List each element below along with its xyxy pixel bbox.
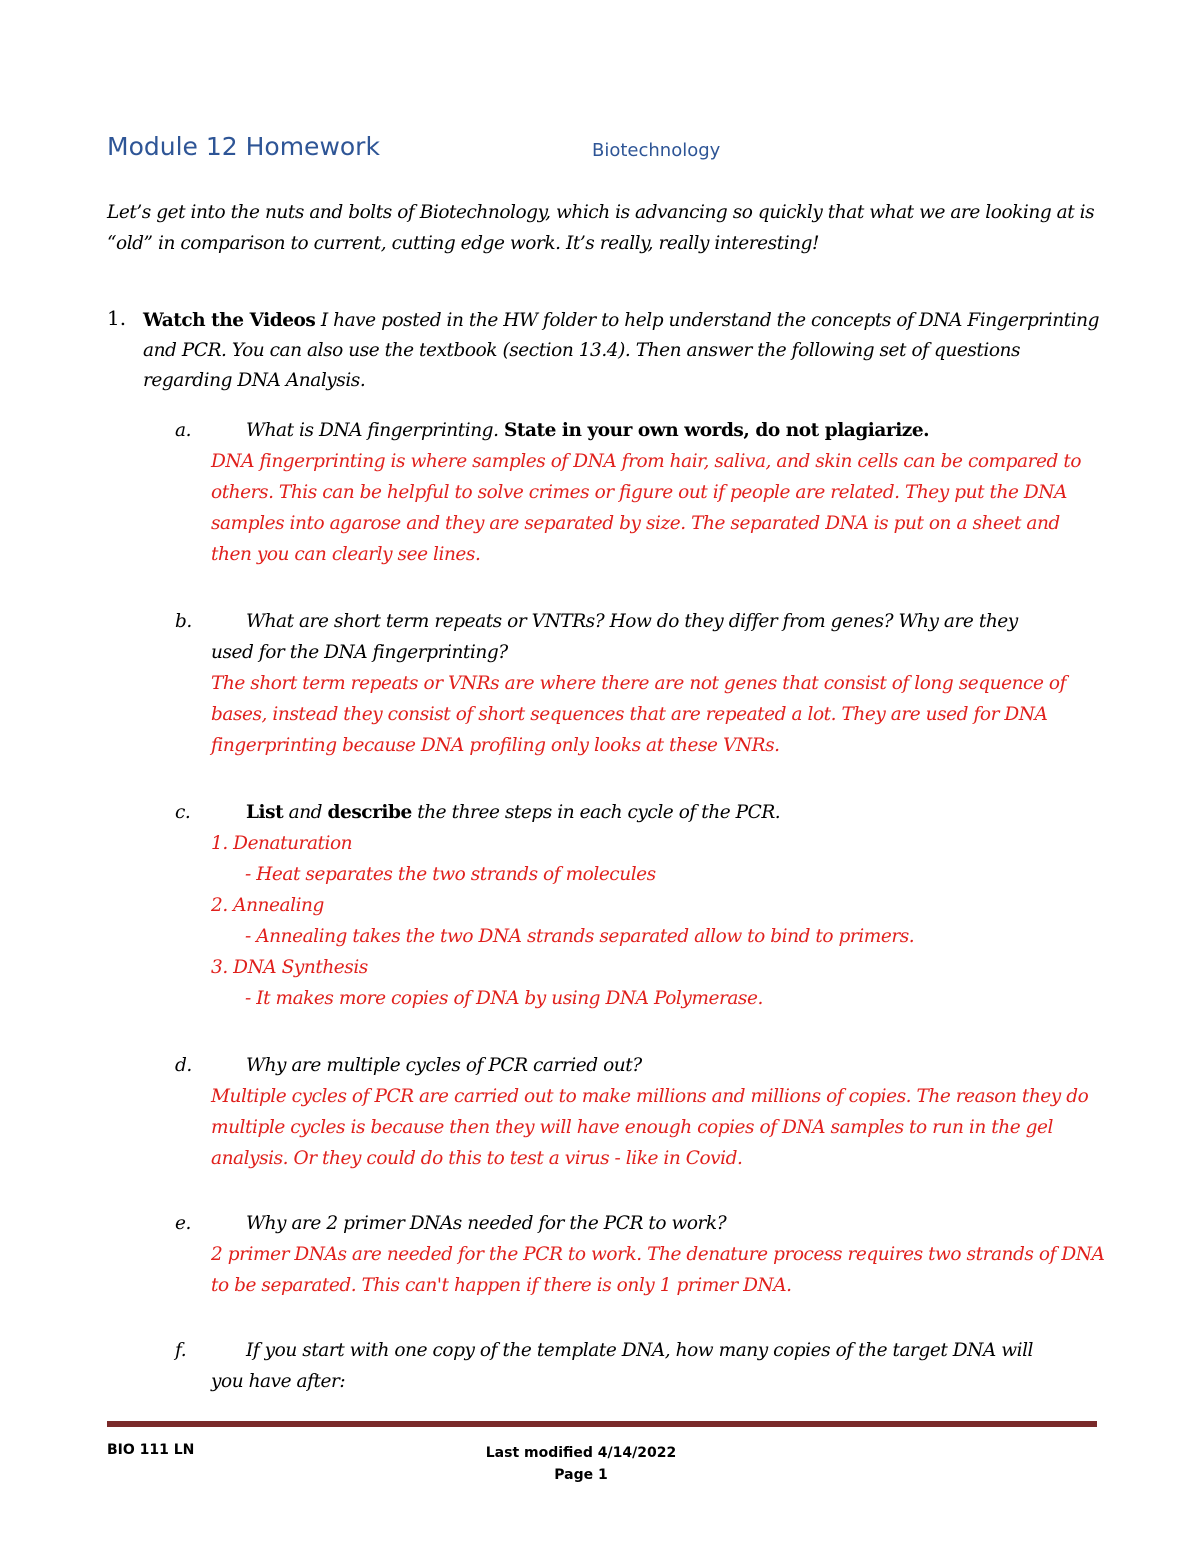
question-c-list: List bbox=[246, 802, 284, 823]
question-1-number: 1. bbox=[107, 306, 127, 330]
question-c-text bbox=[175, 797, 1105, 828]
question-b-text-cont: used for the DNA fingerprinting? bbox=[211, 642, 508, 663]
question-f-letter: f. bbox=[175, 1340, 187, 1361]
step-2-detail: - Annealing takes the two DNA strands separated allow to bind to primers. bbox=[245, 926, 915, 947]
question-e-text: Why are 2 primer DNAs needed for the PCR to work? bbox=[246, 1213, 727, 1234]
question-e bbox=[175, 1208, 1105, 1301]
intro-paragraph: Let’s get into the nuts and bolts of Biotechnology, which is advancing so quickly that what we are looking at is “old” in comparison to current, cutting edge work. It’s really, really interesting! bbox=[107, 202, 1095, 254]
question-c-describe: describe bbox=[327, 802, 412, 823]
question-c-letter: c. bbox=[175, 802, 191, 823]
question-1-text: I have posted in the HW folder to help understand the concepts of DNA Fingerprinting and PCR. You can also use the textbook (section 13.4). Then answer the following set of questions regarding DNA Analysis. bbox=[143, 310, 1099, 391]
subject-heading: Biotechnology bbox=[592, 140, 721, 161]
question-b bbox=[175, 606, 1105, 761]
step-3-detail: - It makes more copies of DNA by using DNA Polymerase. bbox=[245, 988, 763, 1009]
question-c bbox=[175, 797, 1105, 1014]
question-1 bbox=[143, 306, 1103, 396]
footer-divider bbox=[107, 1421, 1097, 1427]
question-c-rest: the three steps in each cycle of the PCR. bbox=[411, 802, 781, 823]
step-3-title: 3. DNA Synthesis bbox=[211, 957, 368, 978]
answer-a: DNA fingerprinting is where samples of DNA from hair, saliva, and skin cells can be compared to others. This can be helpful to solve crimes or figure out if people are related. They put the DNA samples into agarose and they are separated by size. The separated DNA is put on a sheet and then you can clearly see lines. bbox=[211, 451, 1082, 565]
page-title: Module 12 Homework bbox=[107, 132, 380, 161]
answer-b: The short term repeats or VNRs are where there are not genes that consist of long sequence of bases, instead they consist of short sequences that are repeated a lot. They are used for DNA fingerprinting because DNA profiling only looks at these VNRs. bbox=[211, 673, 1066, 756]
answer-d: Multiple cycles of PCR are carried out to make millions and millions of copies. The reason they do multiple cycles is because then they will have enough copies of DNA samples to run in the gel analysis. Or they could do this to test a virus - like in Covid. bbox=[211, 1086, 1089, 1169]
question-e-letter: e. bbox=[175, 1213, 191, 1234]
step-2-title: 2. Annealing bbox=[211, 895, 324, 916]
footer-center bbox=[468, 1442, 694, 1486]
question-b-text: What are short term repeats or VNTRs? How do they differ from genes? Why are they bbox=[246, 611, 1018, 632]
answer-e: 2 primer DNAs are needed for the PCR to work. The denature process requires two strands of DNA to be separated. This can't happen if there is only 1 primer DNA. bbox=[211, 1244, 1105, 1296]
question-f bbox=[175, 1335, 1105, 1397]
question-d bbox=[175, 1050, 1105, 1174]
question-f-text: If you start with one copy of the template DNA, how many copies of the target DNA will bbox=[246, 1340, 1034, 1361]
footer-course: BIO 111 LN bbox=[107, 1442, 195, 1458]
step-1-detail: - Heat separates the two strands of molecules bbox=[245, 864, 656, 885]
question-d-letter: d. bbox=[175, 1055, 192, 1076]
question-a-text bbox=[175, 415, 1105, 446]
question-b-letter: b. bbox=[175, 611, 192, 632]
question-d-text: Why are multiple cycles of PCR carried out? bbox=[246, 1055, 642, 1076]
footer-modified: Last modified 4/14/2022 bbox=[485, 1445, 677, 1461]
question-a bbox=[175, 415, 1105, 570]
question-a-letter: a. bbox=[175, 420, 192, 441]
question-c-and: and bbox=[283, 802, 328, 823]
question-a-prompt: What is DNA fingerprinting. bbox=[246, 420, 504, 441]
question-a-instruction: State in your own words, do not plagiarize. bbox=[503, 420, 930, 441]
footer-page-number: Page 1 bbox=[554, 1467, 608, 1483]
step-1-title: 1. Denaturation bbox=[211, 833, 353, 854]
question-1-lead: Watch the Videos bbox=[143, 310, 316, 331]
question-f-text-cont: you have after: bbox=[211, 1371, 346, 1392]
